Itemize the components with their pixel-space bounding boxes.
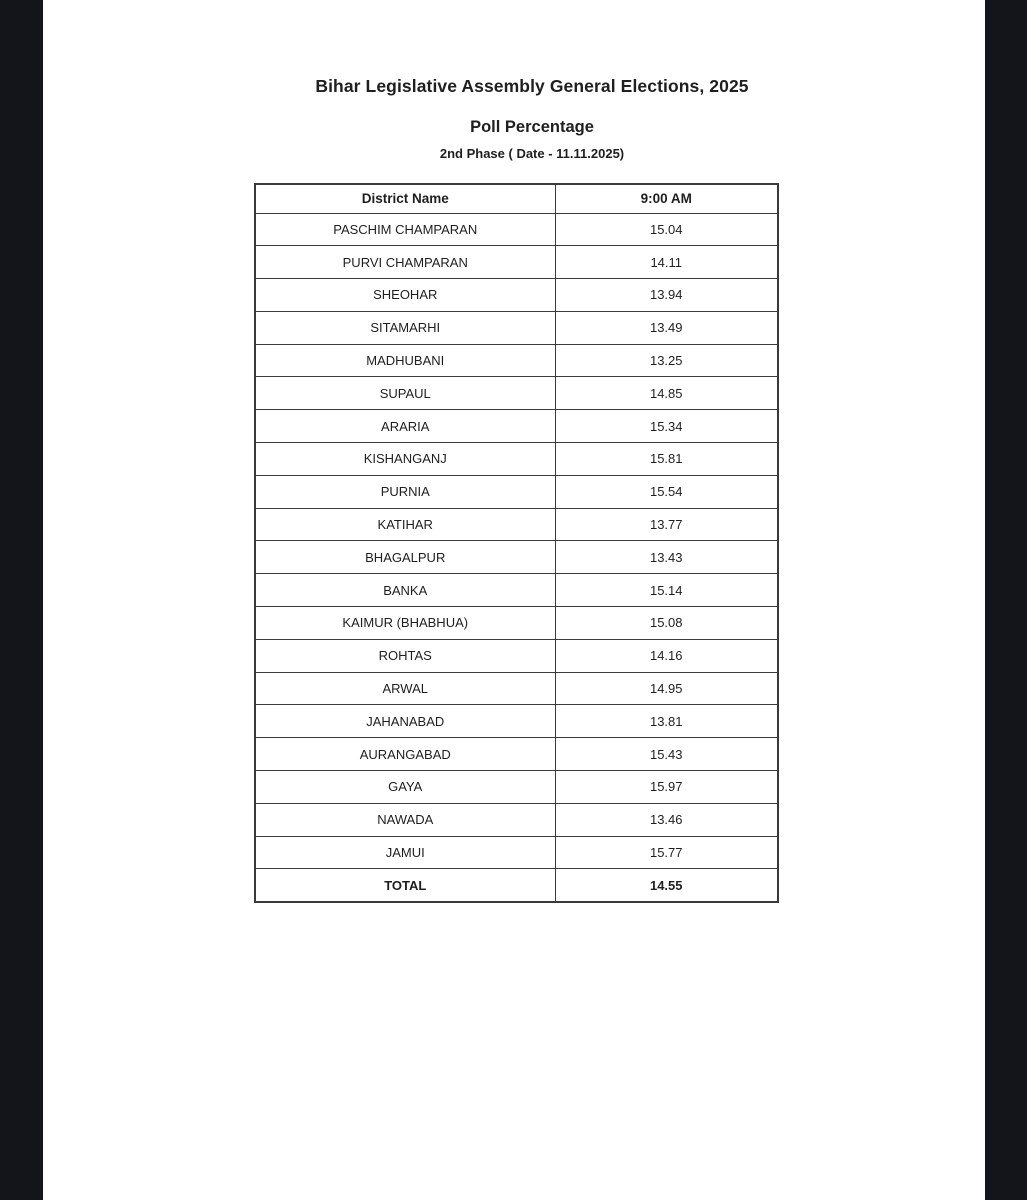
- district-name-cell: PURVI CHAMPARAN: [255, 246, 555, 279]
- poll-percentage-cell: 14.16: [555, 639, 778, 672]
- district-name-cell: JAMUI: [255, 836, 555, 869]
- poll-percentage-cell: 15.14: [555, 574, 778, 607]
- table-row: [255, 541, 778, 574]
- district-name-cell: PASCHIM CHAMPARAN: [255, 213, 555, 246]
- document-page: [43, 0, 985, 1200]
- district-name-cell: NAWADA: [255, 803, 555, 836]
- poll-percentage-cell: 13.49: [555, 311, 778, 344]
- column-header-time: 9:00 AM: [555, 184, 778, 213]
- total-value-cell: 14.55: [555, 869, 778, 902]
- table-row: [255, 607, 778, 640]
- table-row: [255, 803, 778, 836]
- poll-percentage-cell: 13.46: [555, 803, 778, 836]
- district-name-cell: SUPAUL: [255, 377, 555, 410]
- poll-percentage-cell: 15.77: [555, 836, 778, 869]
- table-row: [255, 344, 778, 377]
- table-row: [255, 574, 778, 607]
- table-total-row: [255, 869, 778, 902]
- poll-percentage-cell: 15.97: [555, 771, 778, 804]
- district-name-cell: ARARIA: [255, 410, 555, 443]
- table-row: [255, 639, 778, 672]
- poll-percentage-cell: 15.08: [555, 607, 778, 640]
- district-name-cell: KAIMUR (BHABHUA): [255, 607, 555, 640]
- district-name-cell: GAYA: [255, 771, 555, 804]
- table-row: [255, 738, 778, 771]
- table-row: [255, 475, 778, 508]
- table-row: [255, 672, 778, 705]
- table-row: [255, 443, 778, 476]
- table-row: [255, 705, 778, 738]
- table-row: [255, 246, 778, 279]
- district-name-cell: AURANGABAD: [255, 738, 555, 771]
- poll-percentage-cell: 13.77: [555, 508, 778, 541]
- poll-percentage-cell: 13.81: [555, 705, 778, 738]
- table-row: [255, 311, 778, 344]
- poll-percentage-cell: 15.04: [555, 213, 778, 246]
- column-header-district: District Name: [255, 184, 555, 213]
- district-name-cell: PURNIA: [255, 475, 555, 508]
- page-subtitle: Poll Percentage: [470, 118, 594, 136]
- poll-percentage-cell: 14.11: [555, 246, 778, 279]
- district-name-cell: ARWAL: [255, 672, 555, 705]
- table-row: [255, 508, 778, 541]
- district-name-cell: KATIHAR: [255, 508, 555, 541]
- poll-percentage-cell: 13.94: [555, 279, 778, 312]
- poll-percentage-cell: 14.85: [555, 377, 778, 410]
- table-row: [255, 377, 778, 410]
- table-row: [255, 279, 778, 312]
- district-name-cell: BANKA: [255, 574, 555, 607]
- phase-date-line: 2nd Phase ( Date - 11.11.2025): [439, 146, 625, 161]
- table-row: [255, 410, 778, 443]
- poll-percentage-cell: 15.34: [555, 410, 778, 443]
- table-row: [255, 213, 778, 246]
- poll-percentage-cell: 13.43: [555, 541, 778, 574]
- table-row: [255, 836, 778, 869]
- table-row: [255, 771, 778, 804]
- poll-percentage-cell: 15.54: [555, 475, 778, 508]
- table-header-row: [255, 184, 778, 213]
- district-name-cell: ROHTAS: [255, 639, 555, 672]
- total-label-cell: TOTAL: [255, 869, 555, 902]
- district-name-cell: SITAMARHI: [255, 311, 555, 344]
- poll-percentage-cell: 13.25: [555, 344, 778, 377]
- district-name-cell: KISHANGANJ: [255, 443, 555, 476]
- district-name-cell: BHAGALPUR: [255, 541, 555, 574]
- poll-percentage-table: [254, 183, 779, 903]
- poll-percentage-cell: 14.95: [555, 672, 778, 705]
- poll-percentage-cell: 15.43: [555, 738, 778, 771]
- district-name-cell: SHEOHAR: [255, 279, 555, 312]
- document-heading: [61, 0, 1003, 162]
- poll-percentage-cell: 15.81: [555, 443, 778, 476]
- page-title: Bihar Legislative Assembly General Elections, 2025: [315, 76, 749, 96]
- district-name-cell: MADHUBANI: [255, 344, 555, 377]
- district-name-cell: JAHANABAD: [255, 705, 555, 738]
